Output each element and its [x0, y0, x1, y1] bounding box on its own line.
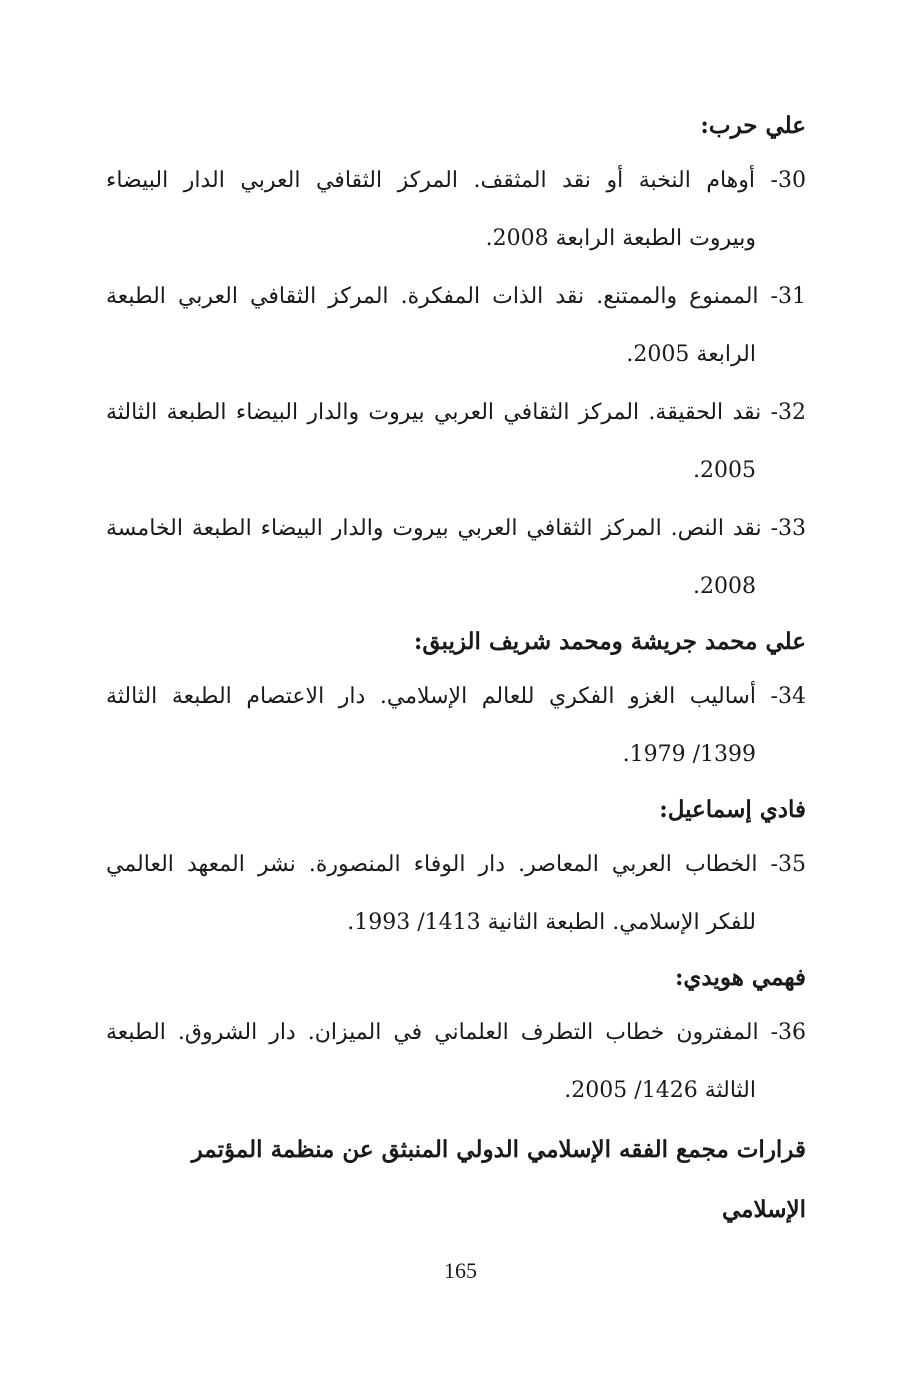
- bibliography-entry: [106, 1004, 806, 1120]
- entry-line: 35- الخطاب العربي المعاصر. دار الوفاء المنصورة. نشر المعهد العالمي: [106, 852, 806, 877]
- section-heading: قرارات مجمع الفقه الإسلامي الدولي المنبثق عن منظمة المؤتمر الإسلامي: [191, 1136, 806, 1223]
- bibliography-entry: [106, 268, 806, 384]
- bibliography-entry: [106, 384, 806, 500]
- entry-line: 32- نقد الحقيقة. المركز الثقافي العربي بيروت والدار البيضاء الطبعة الثالثة: [106, 400, 806, 425]
- author-heading: فادي إسماعيل:: [659, 796, 806, 823]
- entry-line: 34- أساليب الغزو الفكري للعالم الإسلامي. دار الاعتصام الطبعة الثالثة: [106, 684, 806, 709]
- bibliography-content: [106, 100, 806, 1240]
- entry-continuation: 1399/ 1979.: [622, 742, 756, 767]
- entry-continuation: 2008.: [693, 574, 756, 599]
- author-heading: فهمي هويدي:: [674, 964, 806, 991]
- entry-continuation: وبيروت الطبعة الرابعة 2008.: [485, 226, 756, 251]
- bibliography-entry: [106, 152, 806, 268]
- bibliography-entry: [106, 668, 806, 784]
- author-heading: علي محمد جريشة ومحمد شريف الزيبق:: [413, 628, 806, 655]
- bibliography-entry: [106, 836, 806, 952]
- bibliography-entry: [106, 500, 806, 616]
- entry-continuation: الرابعة 2005.: [626, 342, 756, 367]
- entry-line: 33- نقد النص. المركز الثقافي العربي بيروت والدار البيضاء الطبعة الخامسة: [106, 516, 806, 541]
- entry-continuation: 2005.: [693, 458, 756, 483]
- entry-line: 30- أوهام النخبة أو نقد المثقف. المركز الثقافي العربي الدار البيضاء: [106, 168, 806, 193]
- entry-continuation: للفكر الإسلامي. الطبعة الثانية 1413/ 1993.: [347, 910, 756, 935]
- author-heading: علي حرب:: [700, 112, 806, 139]
- page-number: 165: [444, 1258, 477, 1283]
- entry-line: 36- المفترون خطاب التطرف العلماني في الميزان. دار الشروق. الطبعة: [106, 1020, 807, 1045]
- entry-line: 31- الممنوع والممتنع. نقد الذات المفكرة. المركز الثقافي العربي الطبعة: [106, 284, 806, 309]
- entry-continuation: الثالثة 1426/ 2005.: [564, 1078, 756, 1103]
